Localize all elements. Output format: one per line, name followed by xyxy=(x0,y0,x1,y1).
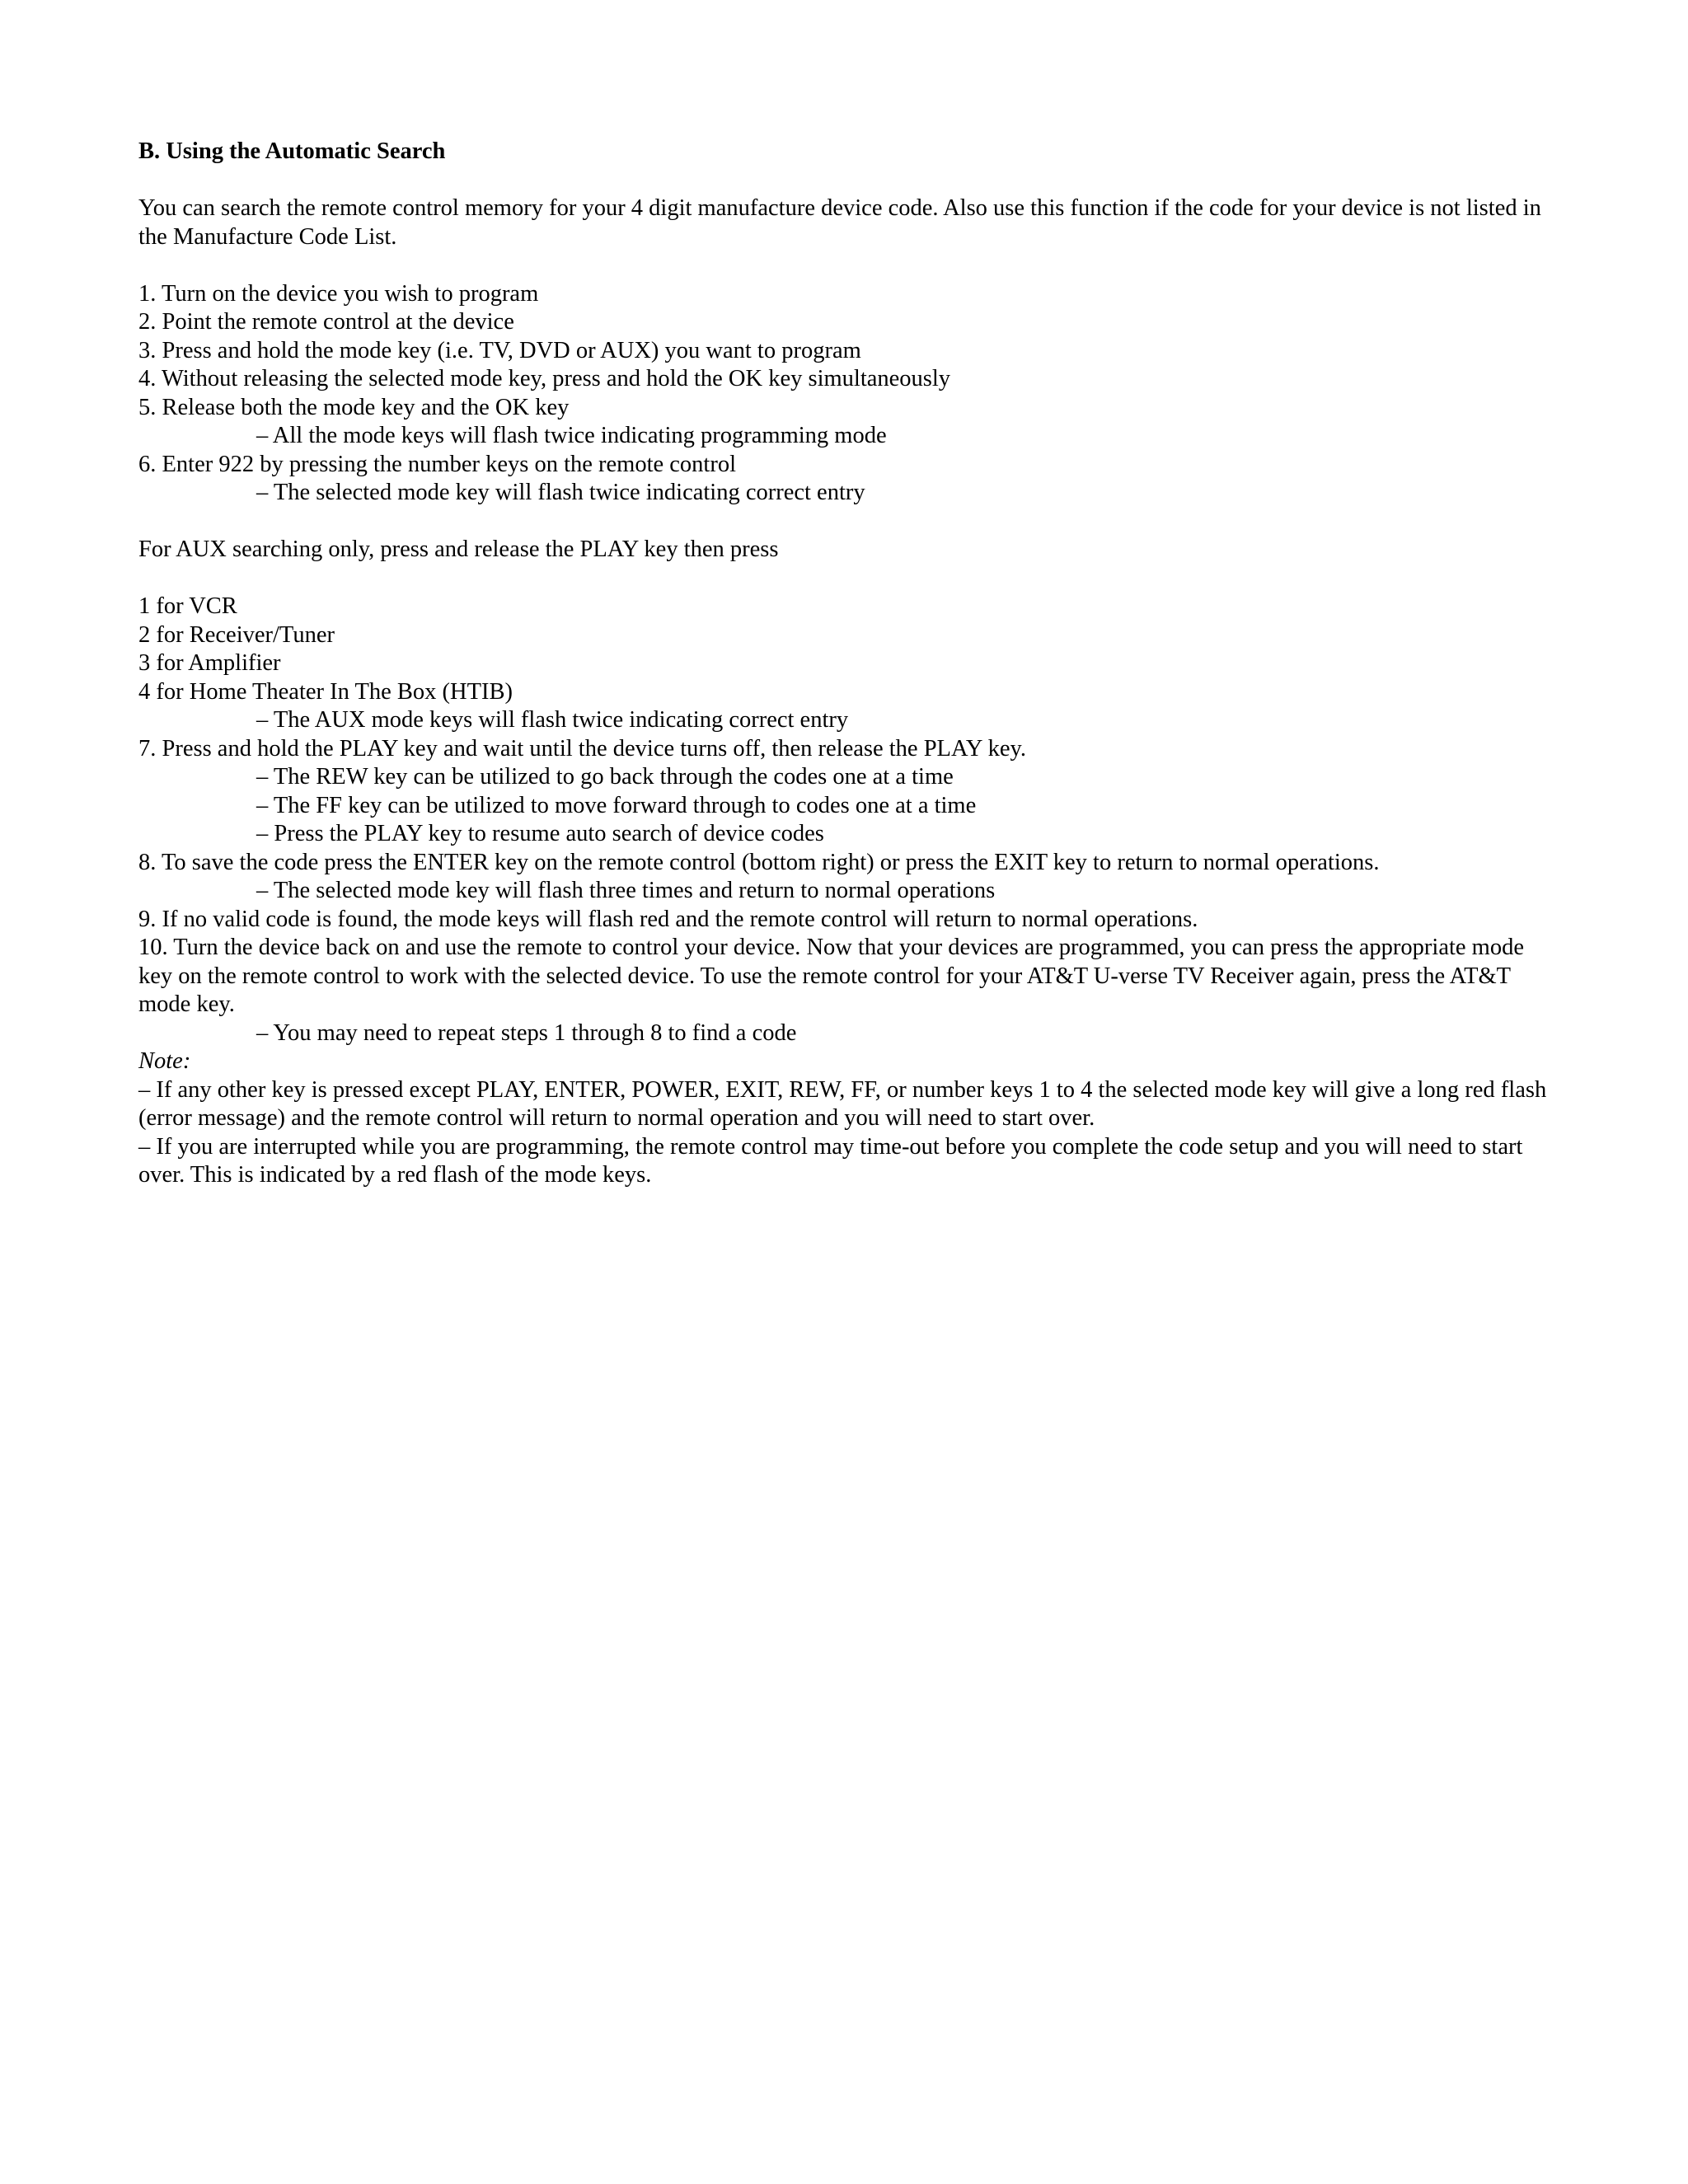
step-7-detail-play: – Press the PLAY key to resume auto search of device codes xyxy=(256,821,824,846)
section-heading: B. Using the Automatic Search xyxy=(138,138,446,164)
step-7-detail-rew: – The REW key can be utilized to go back through the codes one at a time xyxy=(256,764,954,790)
intro-paragraph: You can search the remote control memory for your 4 digit manufacture device code. Also use this function if the code for your device is not listed in the Manufacture Code List. xyxy=(138,195,1541,250)
step-7-detail-ff: – The FF key can be utilized to move forward through to codes one at a time xyxy=(256,792,977,818)
spacer xyxy=(138,251,1548,280)
step-8: 8. To save the code press the ENTER key on the remote control (bottom right) or press the EXIT key to return to normal operations. xyxy=(138,849,1380,875)
step-8-detail: – The selected mode key will flash three times and return to normal operations xyxy=(256,878,996,903)
step-10: 10. Turn the device back on and use the remote to control your device. Now that your devices are programmed, you can press the appropriate mode key on the remote control to work with the selected device. To use the remote control for your AT&T U-verse TV Receiver again, press the AT&T mode key. xyxy=(138,935,1524,1017)
steps-list xyxy=(138,280,1548,508)
aux-option-receiver: 2 for Receiver/Tuner xyxy=(138,621,335,648)
aux-option-amplifier: 3 for Amplifier xyxy=(138,650,281,676)
aux-option-htib: 4 for Home Theater In The Box (HTIB) xyxy=(138,678,513,705)
step-10-detail: – You may need to repeat steps 1 through 8 to find a code xyxy=(256,1019,797,1046)
step-1: 1. Turn on the device you wish to program xyxy=(138,280,539,307)
step-9: 9. If no valid code is found, the mode keys will flash red and the remote control will return to normal operations. xyxy=(138,906,1198,932)
aux-options-list xyxy=(138,593,1548,735)
note-error-key: – If any other key is pressed except PLAY, ENTER, POWER, EXIT, REW, FF, or number keys 1 to 4 the selected mode key will give a long red flash (error message) and the remote control will return to normal operation and you will need to start over. xyxy=(138,1076,1547,1131)
step-7: 7. Press and hold the PLAY key and wait until the device turns off, then release the PLAY key. xyxy=(138,735,1026,762)
step-5-detail: – All the mode keys will flash twice indicating programming mode xyxy=(256,423,887,448)
step-5: 5. Release both the mode key and the OK key xyxy=(138,394,570,420)
spacer xyxy=(138,508,1548,537)
step-6-detail: – The selected mode key will flash twice indicating correct entry xyxy=(256,480,865,505)
document-page xyxy=(138,138,1548,1190)
step-4: 4. Without releasing the selected mode key, press and hold the OK key simultaneously xyxy=(138,366,951,391)
aux-option-detail: – The AUX mode keys will flash twice indicating correct entry xyxy=(256,707,849,733)
later-steps-list xyxy=(138,735,1548,1048)
step-6: 6. Enter 922 by pressing the number keys on the remote control xyxy=(138,451,736,477)
aux-option-vcr: 1 for VCR xyxy=(138,593,237,619)
step-3: 3. Press and hold the mode key (i.e. TV, DVD or AUX) you want to program xyxy=(138,337,861,363)
note-timeout: – If you are interrupted while you are programming, the remote control may time-out before you complete the code setup and you will need to start over. This is indicated by a red flash of the mode keys. xyxy=(138,1133,1523,1188)
spacer xyxy=(138,166,1548,195)
step-2: 2. Point the remote control at the device xyxy=(138,309,514,335)
spacer xyxy=(138,565,1548,593)
note-label: Note: xyxy=(138,1048,191,1074)
aux-intro: For AUX searching only, press and release the PLAY key then press xyxy=(138,537,779,562)
